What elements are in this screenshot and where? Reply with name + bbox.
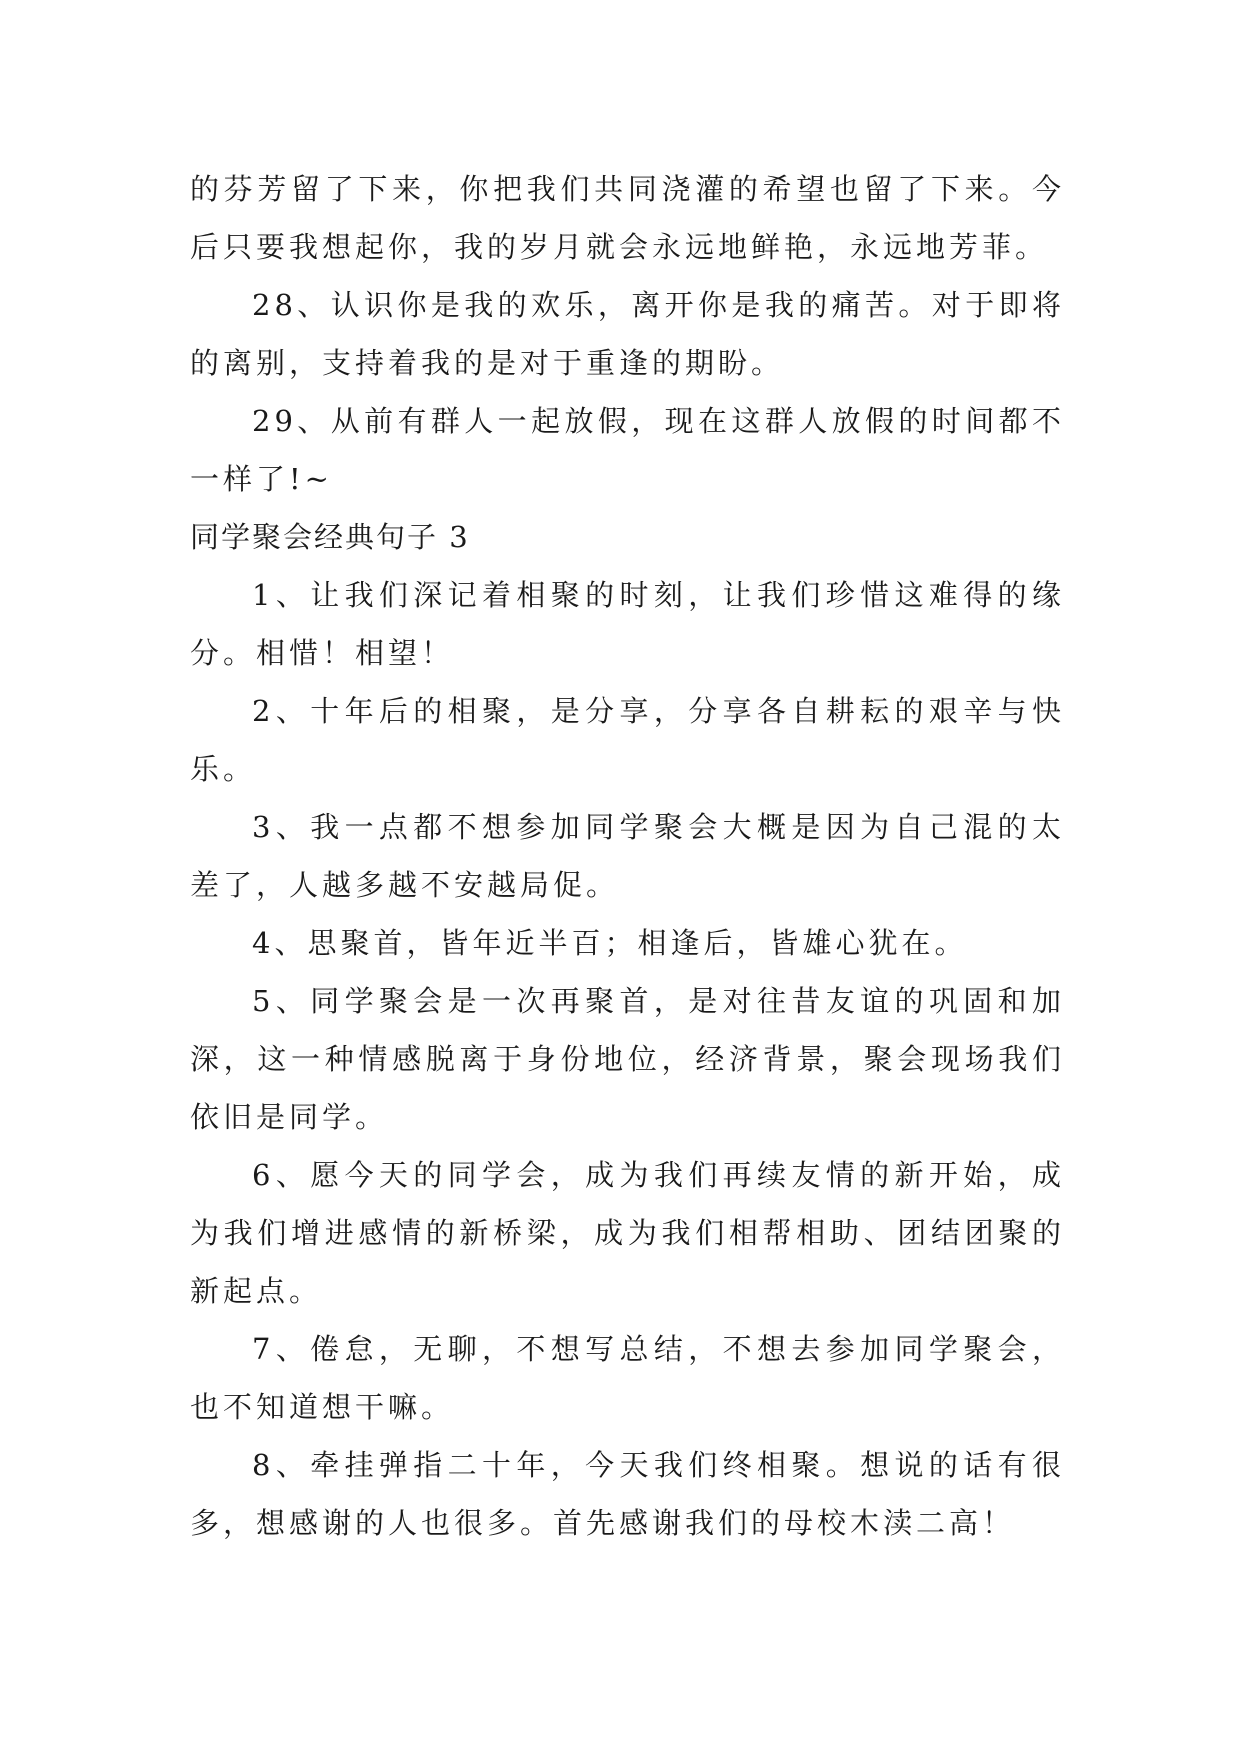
section-title: 同学聚会经典句子 3	[190, 520, 470, 554]
document-body	[190, 160, 1065, 1552]
section-item-3: 3、我一点都不想参加同学聚会大概是因为自己混的太差了，人越多越不安越局促。	[190, 810, 1065, 902]
section-item-1: 1、让我们深记着相聚的时刻，让我们珍惜这难得的缘分。相惜！相望！	[190, 578, 1065, 670]
section-item-7: 7、倦怠，无聊，不想写总结，不想去参加同学聚会，也不知道想干嘛。	[190, 1332, 1065, 1424]
paragraph-continuation: 的芬芳留了下来，你把我们共同浇灌的希望也留了下来。今后只要我想起你，我的岁月就会永远地鲜艳，永远地芳菲。	[190, 172, 1065, 264]
section-item-5: 5、同学聚会是一次再聚首，是对往昔友谊的巩固和加深，这一种情感脱离于身份地位，经济背景，聚会现场我们依旧是同学。	[190, 984, 1065, 1134]
paragraph-item-29: 29、从前有群人一起放假，现在这群人放假的时间都不一样了!~	[190, 404, 1065, 496]
section-item-8: 8、牵挂弹指二十年，今天我们终相聚。想说的话有很多，想感谢的人也很多。首先感谢我们的母校木渎二高！	[190, 1448, 1065, 1540]
section-item-2: 2、十年后的相聚，是分享，分享各自耕耘的艰辛与快乐。	[190, 694, 1065, 786]
section-item-4: 4、思聚首，皆年近半百；相逢后，皆雄心犹在。	[252, 926, 968, 960]
paragraph-item-28: 28、认识你是我的欢乐，离开你是我的痛苦。对于即将的离别，支持着我的是对于重逢的期盼。	[190, 288, 1065, 380]
section-item-6: 6、愿今天的同学会，成为我们再续友情的新开始，成为我们增进感情的新桥梁，成为我们相帮相助、团结团聚的新起点。	[190, 1158, 1065, 1308]
